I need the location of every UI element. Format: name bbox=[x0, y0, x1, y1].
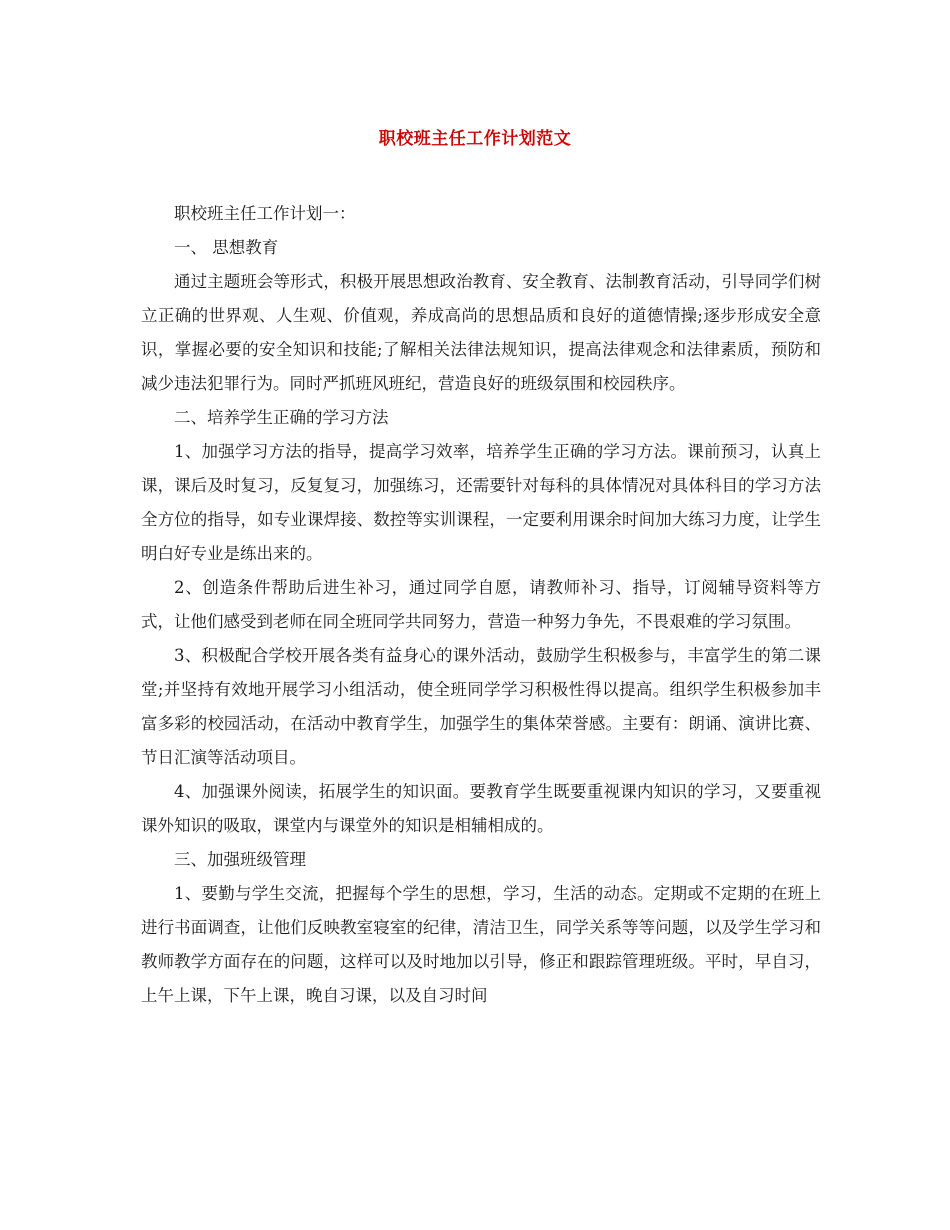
section-heading-3: 三、加强班级管理 bbox=[174, 850, 306, 869]
paragraph: 1、加强学习方法的指导，提高学习效率，培养学生正确的学习方法。课前预习，认真上课，课后及时复习，反复复习，加强练习，还需要针对每科的具体情况对具体科目的学习方法全方位的指导，如专业课焊接、数控等实训课程，一定要利用课余时间加大练习力度，让学生明白好专业是练出来的。 bbox=[141, 442, 821, 563]
section-heading-2: 二、培养学生正确的学习方法 bbox=[174, 408, 389, 427]
document-body bbox=[141, 197, 821, 1013]
section-heading-1: 一、 思想教育 bbox=[174, 238, 279, 257]
paragraph: 通过主题班会等形式，积极开展思想政治教育、安全教育、法制教育活动，引导同学们树立正确的世界观、人生观、价值观，养成高尚的思想品质和良好的道德情操;逐步形成安全意识，掌握必要的安全知识和技能;了解相关法律法规知识，提高法律观念和法律素质，预防和减少违法犯罪行为。同时严抓班风班纪，营造良好的班级氛围和校园秩序。 bbox=[141, 272, 821, 393]
paragraph: 4、加强课外阅读，拓展学生的知识面。要教育学生既要重视课内知识的学习，又要重视课外知识的吸取，课堂内与课堂外的知识是相辅相成的。 bbox=[141, 782, 821, 835]
paragraph: 3、积极配合学校开展各类有益身心的课外活动，鼓励学生积极参与，丰富学生的第二课堂;并坚持有效地开展学习小组活动，使全班同学学习积极性得以提高。组织学生积极参加丰富多彩的校园活动，在活动中教育学生，加强学生的集体荣誉感。主要有：朗诵、演讲比赛、节日汇演等活动项目。 bbox=[141, 646, 821, 767]
paragraph: 2、创造条件帮助后进生补习，通过同学自愿，请教师补习、指导，订阅辅导资料等方式，让他们感受到老师在同全班同学共同努力，营造一种努力争先，不畏艰难的学习氛围。 bbox=[141, 578, 821, 631]
section-intro-heading: 职校班主任工作计划一： bbox=[174, 204, 356, 223]
document-title: 职校班主任工作计划范文 bbox=[378, 129, 572, 149]
paragraph: 1、要勤与学生交流，把握每个学生的思想，学习，生活的动态。定期或不定期的在班上进行书面调查，让他们反映教室寝室的纪律，清洁卫生，同学关系等等问题，以及学生学习和教师教学方面存在的问题，这样可以及时地加以引导，修正和跟踪管理班级。平时，早自习，上午上课，下午上课，晚自习课，以及自习时间 bbox=[141, 884, 821, 1005]
